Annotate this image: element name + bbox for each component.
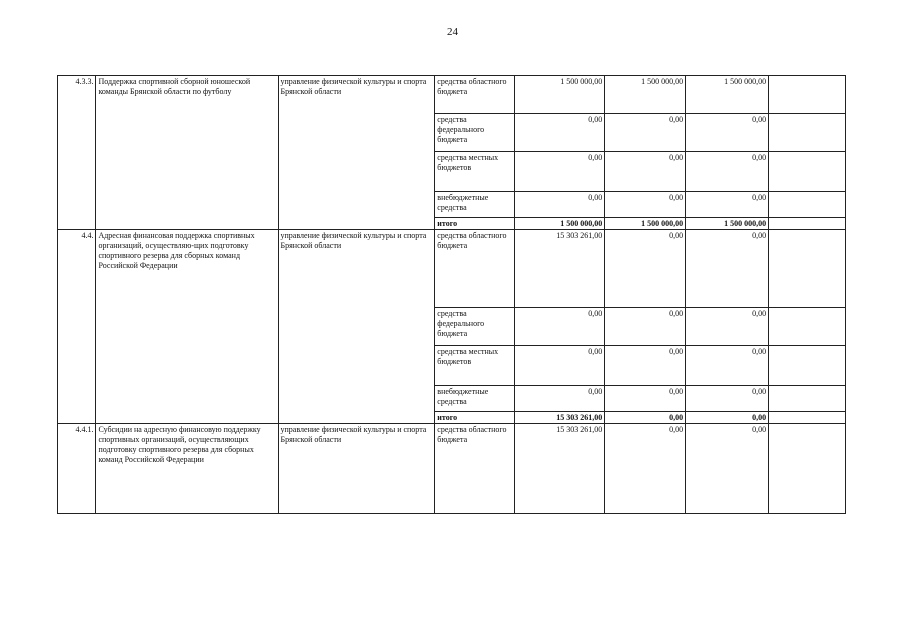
value-cell: 0,00 bbox=[686, 424, 769, 514]
value-cell: 0,00 bbox=[515, 152, 605, 192]
value-cell: 0,00 bbox=[605, 230, 686, 308]
value-cell: 0,00 bbox=[605, 114, 686, 152]
source-federal: средства федерального бюджета bbox=[435, 308, 515, 346]
empty-cell bbox=[769, 114, 846, 152]
value-cell: 0,00 bbox=[515, 192, 605, 218]
total-value: 1 500 000,00 bbox=[605, 218, 686, 230]
value-cell: 15 303 261,00 bbox=[515, 424, 605, 514]
source-total: итого bbox=[435, 218, 515, 230]
table-row bbox=[58, 424, 846, 514]
empty-cell bbox=[769, 386, 846, 412]
value-cell: 15 303 261,00 bbox=[515, 230, 605, 308]
value-cell: 0,00 bbox=[686, 114, 769, 152]
activity-name: Адресная финансовая поддержка спортивных организаций, осуществляю-щих подготовку спортивного резерва для сборных команд Российской Федерации bbox=[96, 230, 278, 424]
responsible-executor: управление физической культуры и спорта Брянской области bbox=[278, 76, 435, 230]
source-federal: средства федерального бюджета bbox=[435, 114, 515, 152]
value-cell: 0,00 bbox=[515, 308, 605, 346]
empty-cell bbox=[769, 152, 846, 192]
empty-cell bbox=[769, 192, 846, 218]
row-index: 4.4. bbox=[58, 230, 96, 424]
value-cell: 0,00 bbox=[686, 308, 769, 346]
total-value: 0,00 bbox=[686, 412, 769, 424]
empty-cell bbox=[769, 76, 846, 114]
empty-cell bbox=[769, 412, 846, 424]
empty-cell bbox=[769, 218, 846, 230]
value-cell: 0,00 bbox=[605, 386, 686, 412]
total-value: 0,00 bbox=[605, 412, 686, 424]
source-regional: средства областного бюджета bbox=[435, 230, 515, 308]
source-local: средства местных бюджетов bbox=[435, 152, 515, 192]
activity-name: Поддержка спортивной сборной юношеской команды Брянской области по футболу bbox=[96, 76, 278, 230]
responsible-executor: управление физической культуры и спорта Брянской области bbox=[278, 424, 435, 514]
source-total: итого bbox=[435, 412, 515, 424]
source-local: средства местных бюджетов bbox=[435, 346, 515, 386]
value-cell: 0,00 bbox=[605, 424, 686, 514]
page-number: 24 bbox=[447, 26, 458, 38]
empty-cell bbox=[769, 424, 846, 514]
empty-cell bbox=[769, 346, 846, 386]
value-cell: 0,00 bbox=[605, 152, 686, 192]
value-cell: 0,00 bbox=[686, 386, 769, 412]
source-offbudget: внебюджетные средства bbox=[435, 192, 515, 218]
budget-table bbox=[57, 75, 846, 514]
activity-name: Субсидии на адресную финансовую поддержку спортивных организаций, осуществляющих подготовку спортивного резерва для сборных команд Российской Федерации bbox=[96, 424, 278, 514]
value-cell: 0,00 bbox=[605, 308, 686, 346]
total-value: 1 500 000,00 bbox=[515, 218, 605, 230]
row-index: 4.4.1. bbox=[58, 424, 96, 514]
total-value: 1 500 000,00 bbox=[686, 218, 769, 230]
value-cell: 1 500 000,00 bbox=[605, 76, 686, 114]
responsible-executor: управление физической культуры и спорта Брянской области bbox=[278, 230, 435, 424]
total-value: 15 303 261,00 bbox=[515, 412, 605, 424]
empty-cell bbox=[769, 308, 846, 346]
value-cell: 0,00 bbox=[515, 386, 605, 412]
value-cell: 0,00 bbox=[686, 346, 769, 386]
value-cell: 0,00 bbox=[605, 346, 686, 386]
source-offbudget: внебюджетные средства bbox=[435, 386, 515, 412]
table-row bbox=[58, 230, 846, 308]
source-regional: средства областного бюджета bbox=[435, 424, 515, 514]
value-cell: 0,00 bbox=[686, 230, 769, 308]
table-row bbox=[58, 76, 846, 114]
empty-cell bbox=[769, 230, 846, 308]
value-cell: 0,00 bbox=[515, 114, 605, 152]
value-cell: 1 500 000,00 bbox=[515, 76, 605, 114]
source-regional: средства областного бюджета bbox=[435, 76, 515, 114]
value-cell: 0,00 bbox=[686, 152, 769, 192]
value-cell: 0,00 bbox=[605, 192, 686, 218]
value-cell: 1 500 000,00 bbox=[686, 76, 769, 114]
value-cell: 0,00 bbox=[515, 346, 605, 386]
row-index: 4.3.3. bbox=[58, 76, 96, 230]
value-cell: 0,00 bbox=[686, 192, 769, 218]
